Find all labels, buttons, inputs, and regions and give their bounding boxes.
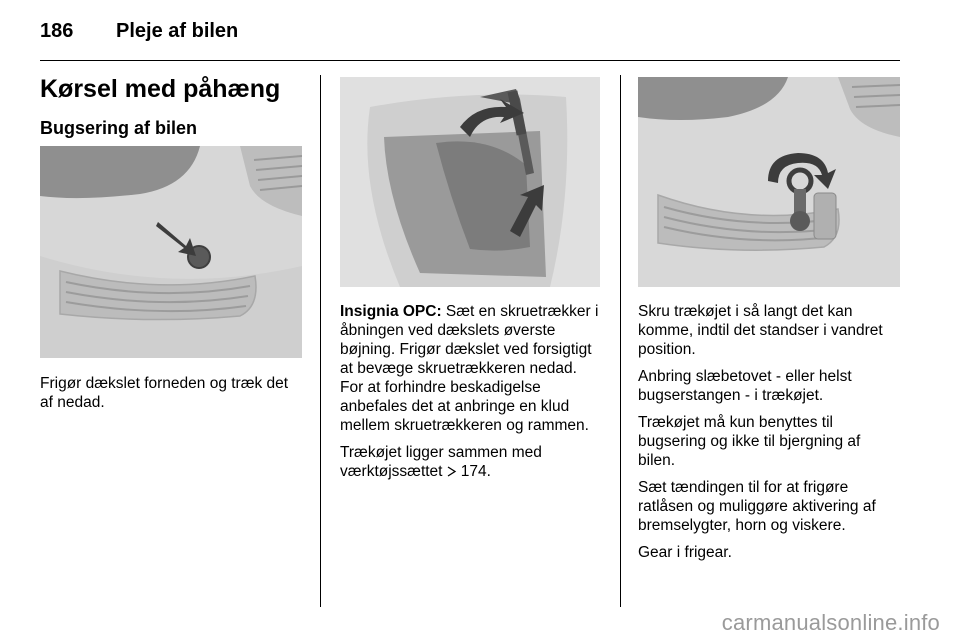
toolkit-paragraph <box>340 443 602 481</box>
towing-instructions <box>638 302 900 570</box>
towing-step-2: Anbring slæbetovet - eller helst bugserstangen - i trækøjet. <box>638 368 852 404</box>
opc-paragraph-text: Sæt en skruetrækker i åbningen ved dækslets øverste bøjning. Frigør dækslet ved forsigtigt at bevæge skruetrækkeren nedad. For at forhindre beskadigelse anbefales det at anbringe en klud mellem skruetrækkeren og rammen. <box>340 303 599 434</box>
section-title: Pleje af bilen <box>116 20 239 42</box>
towing-step-4: Sæt tændingen til for at frigøre ratlåsen og muliggøre aktivering af bremselygter, horn og viskere. <box>638 479 876 534</box>
page-number: 186 <box>40 20 74 42</box>
opc-instructions <box>340 302 602 489</box>
page-reference-icon <box>447 463 461 480</box>
section-subheading: Bugsering af bilen <box>40 118 198 138</box>
caption-text: Frigør dækslet forneden og træk det af nedad. <box>40 375 289 411</box>
chapter-heading: Kørsel med påhæng <box>40 75 281 103</box>
column-divider-1 <box>320 75 321 607</box>
figure-opc-screwdriver <box>340 77 600 287</box>
figure-bumper-cover <box>40 146 302 358</box>
page-reference-link[interactable]: 174. <box>460 463 491 480</box>
watermark: carmanualsonline.info <box>721 610 940 635</box>
towing-step-5: Gear i frigear. <box>638 544 732 561</box>
figure-1-caption <box>40 374 302 420</box>
toolkit-paragraph-text: Trækøjet ligger sammen med værktøjssættet <box>340 444 542 480</box>
column-divider-2 <box>620 75 621 607</box>
towing-step-3: Trækøjet må kun benyttes til bugsering og ikke til bjergning af bilen. <box>638 414 861 469</box>
figure-towing-eye <box>638 77 900 287</box>
header-rule <box>40 60 900 61</box>
opc-paragraph <box>340 302 602 435</box>
towing-step-1: Skru trækøjet i så langt det kan komme, indtil det standser i vandret position. <box>638 303 883 358</box>
opc-label: Insignia OPC: <box>340 303 442 320</box>
